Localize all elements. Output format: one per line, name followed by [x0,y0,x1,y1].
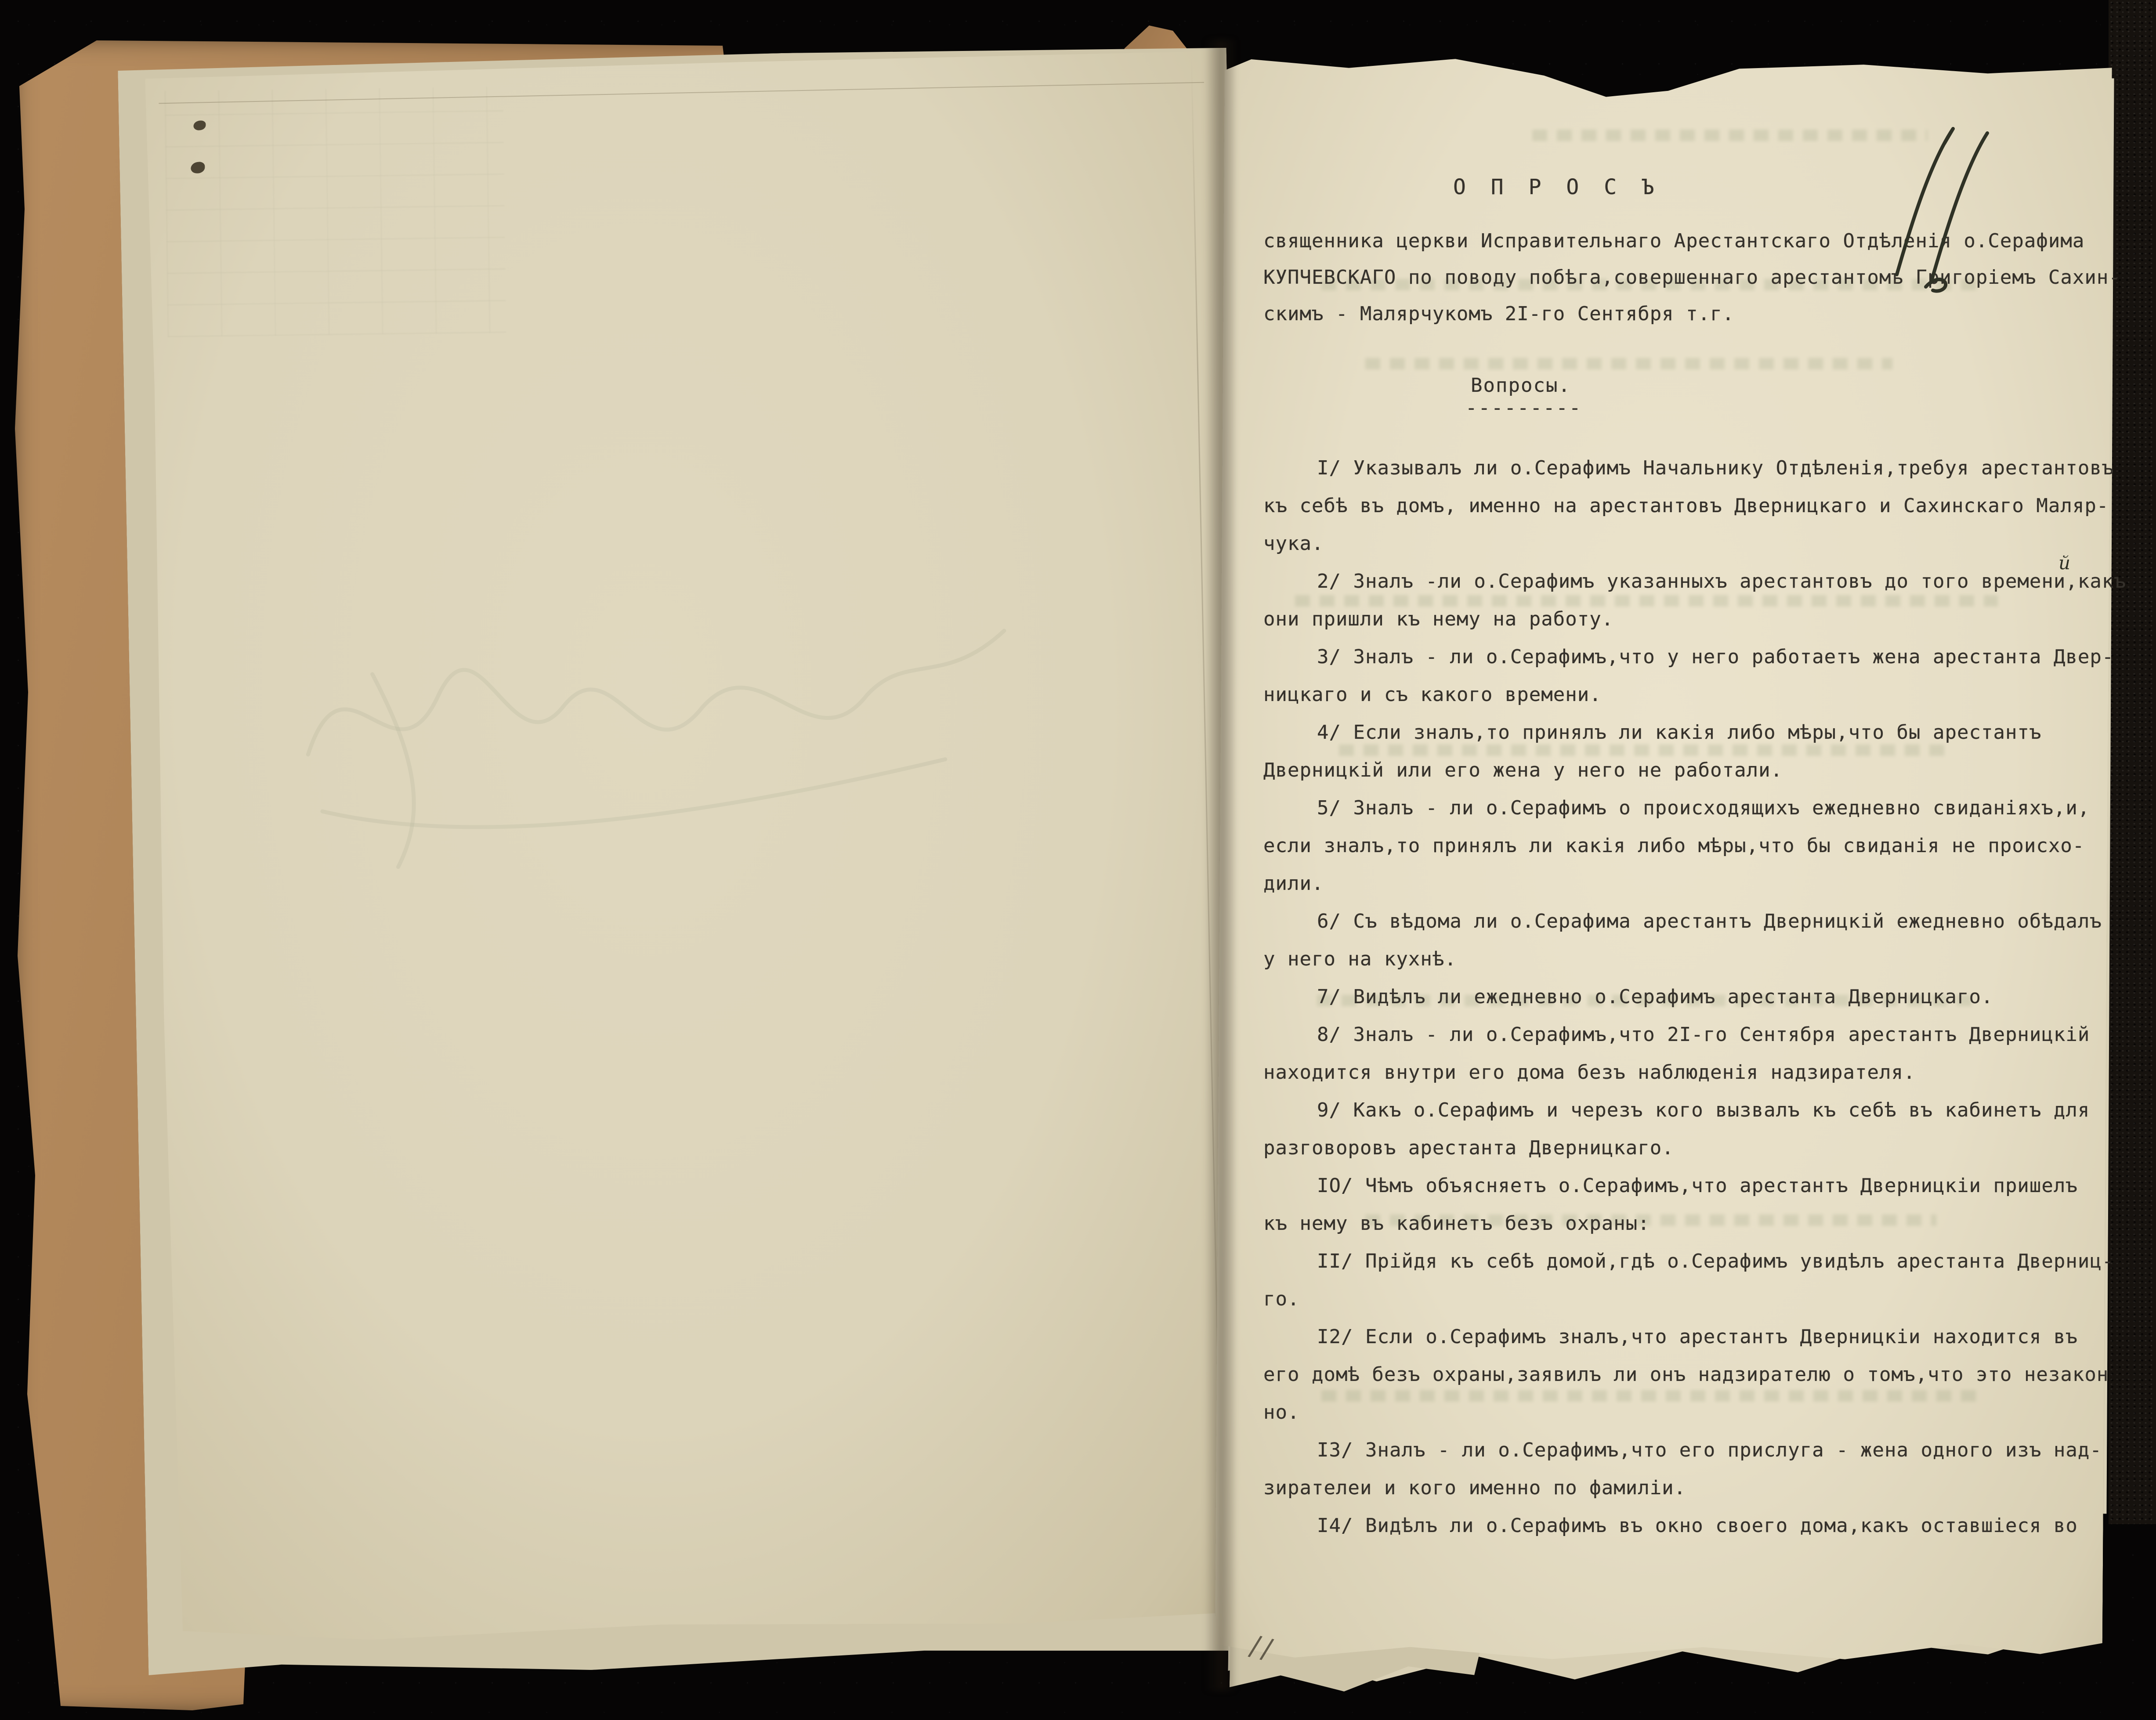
question-line: 5/ Зналъ - ли о.Серафимъ о происходящихъ ежедневно свиданіяхъ,и, [1317,797,2090,819]
question-line: IO/ Чѣмъ объясняетъ о.Серафимъ,что арестантъ Дверницкіи пришелъ [1317,1174,2078,1197]
question-line: ницкаго и съ какого времени. [1263,683,1602,706]
question-line: чука. [1263,532,1324,555]
question-line: 2/ Зналъ -ли о.Серафимъ указанныхъ арестантовъ до того времени,какъ [1317,570,2126,593]
question-line: къ себѣ въ домъ, именно на арестантовъ Дверницкаго и Сахинскаго Маляр- [1263,495,2109,517]
question-line: разговоровъ арестанта Дверницкаго. [1263,1137,1674,1159]
question-line: его домѣ безъ охраны,заявилъ ли онъ надзирателю о томъ,что это незакон [1263,1363,2109,1386]
question-line: I2/ Если о.Серафимъ зналъ,что арестантъ Дверницкіи находится въ [1317,1326,2078,1348]
handwritten-correction-letter: й [2058,552,2071,574]
section-underline: --------- [1465,397,1582,419]
question-line: 4/ Если зналъ,то принялъ ли какія либо мѣры,что бы арестантъ [1317,721,2042,744]
header-line: священника церкви Исправительнаго Арестантскаго Отдѣленія о.Серафима [1263,230,2085,252]
question-line: I4/ Видѣлъ ли о.Серафимъ въ окно своего дома,какъ оставшіеся во [1317,1514,2078,1537]
question-line: 8/ Зналъ - ли о.Серафимъ,что 2I-го Сентября арестантъ Дверницкій [1317,1023,2090,1046]
bleedthrough-table-grid [165,87,506,337]
question-line: къ нему въ кабинетъ безъ охраны: [1263,1212,1650,1235]
handwritten-page-number [1884,121,2007,305]
question-line: дили. [1263,872,1324,895]
question-line: 3/ Зналъ - ли о.Серафимъ,что у него работаетъ жена арестанта Двер- [1317,646,2114,668]
question-line: 7/ Видѣлъ ли ежедневно о.Серафимъ арестанта Дверницкаго. [1317,986,1993,1008]
question-line: Дверницкій или его жена у него не работали. [1263,759,1783,781]
typed-text-layer [1225,51,2130,1720]
bleedthrough-row [1532,130,1928,141]
question-line: I3/ Зналъ - ли о.Серафимъ,что его прислуга - жена одного изъ над- [1317,1439,2102,1461]
section-heading: Вопросы. [1471,374,1571,397]
question-line: зирателеи и кого именно по фамиліи. [1263,1477,1686,1499]
document-title: О П Р О С Ъ [1453,175,1660,199]
question-line: 9/ Какъ о.Серафимъ и черезъ кого вызвалъ къ себѣ въ кабинетъ для [1317,1099,2090,1121]
question-line: находится внутри его дома безъ наблюденія надзирателя. [1263,1061,1916,1084]
question-line: но. [1263,1401,1300,1424]
question-line: I/ Указывалъ ли о.Серафимъ Начальнику Отдѣленія,требуя арестантовъ [1317,457,2114,479]
question-line: если зналъ,то принялъ ли какія либо мѣры,что бы свиданія не происхо- [1263,835,2085,857]
question-line: 6/ Съ вѣдома ли о.Серафима арестантъ Дверницкій ежедневно обѣдалъ [1317,910,2102,932]
header-line: КУПЧЕВСКАГО по поводу побѣга,совершеннаго арестантомъ Григоріемъ Сахин- [1263,266,2121,289]
header-line: скимъ - Малярчукомъ 2I-го Сентября т.г. [1263,303,1735,325]
question-line: II/ Прійдя къ себѣ домой,гдѣ о.Серафимъ увидѣлъ арестанта Дверниц- [1317,1250,2114,1272]
questions-list [1263,449,2126,1545]
question-line: они пришли къ нему на работу. [1263,608,1614,630]
bleedthrough-signature [278,551,1058,909]
left-blank-page [145,51,1258,1644]
question-line: у него на кухнѣ. [1263,948,1457,970]
pencil-marks: // [1246,1629,1278,1667]
bleedthrough-row [1365,358,1892,369]
question-line: го. [1263,1288,1300,1310]
